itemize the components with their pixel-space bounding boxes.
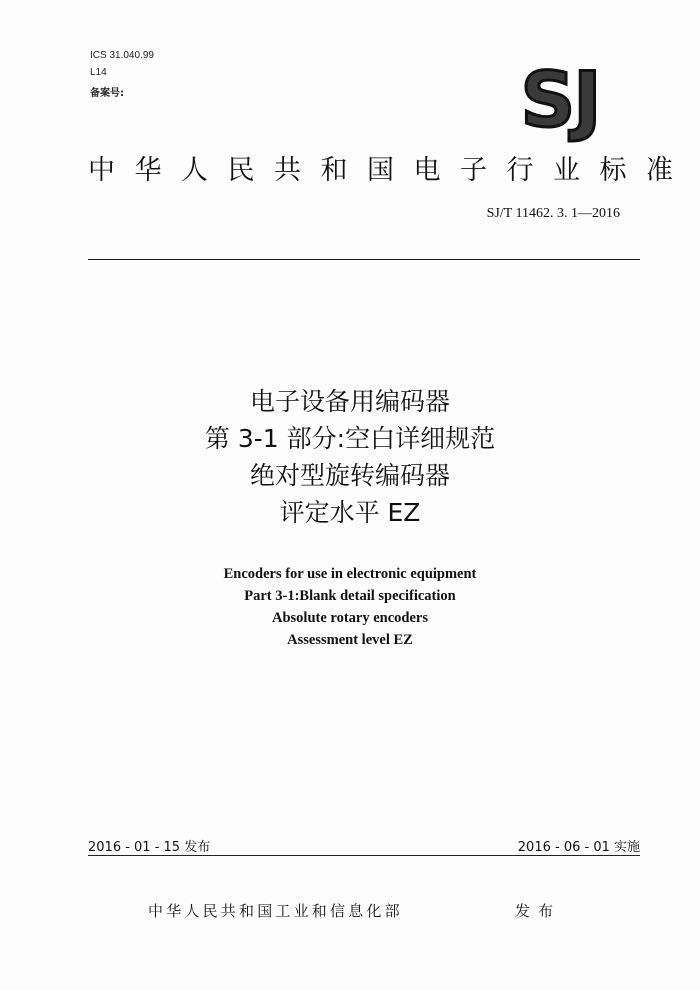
ics-number: ICS 31.040.99 (90, 50, 154, 61)
implementation-date: 2016 - 06 - 01 实施 (517, 840, 640, 855)
issue-action: 发布 (515, 902, 562, 920)
chinese-title-line-3: 绝对型旋转编码器 (249, 461, 450, 490)
english-title-line-1: Encoders for use in electronic equipment (223, 566, 477, 582)
classification-code: L14 (90, 67, 107, 78)
chinese-title (0, 383, 700, 531)
record-number-label: 备案号: (90, 88, 124, 99)
standard-category-title: 中华人民共和国电子行业标准 (88, 155, 693, 186)
issue-date: 2016 - 01 - 15 发布 (88, 840, 211, 855)
chinese-title-line-4: 评定水平 EZ (279, 498, 421, 527)
english-title-line-4: Assessment level EZ (287, 632, 413, 648)
sj-logo: SJ (520, 55, 600, 144)
chinese-title-line-1: 电子设备用编码器 (249, 387, 450, 416)
standard-code: SJ/T 11462. 3. 1—2016 (486, 206, 620, 221)
footer-divider (88, 855, 640, 856)
english-title (0, 563, 700, 651)
issuing-authority: 中华人民共和国工业和信息化部 (148, 902, 403, 920)
header-divider (88, 259, 640, 260)
chinese-title-line-2: 第 3-1 部分:空白详细规范 (204, 424, 496, 453)
english-title-line-3: Absolute rotary encoders (272, 610, 428, 626)
english-title-line-2: Part 3-1:Blank detail specification (244, 588, 456, 604)
